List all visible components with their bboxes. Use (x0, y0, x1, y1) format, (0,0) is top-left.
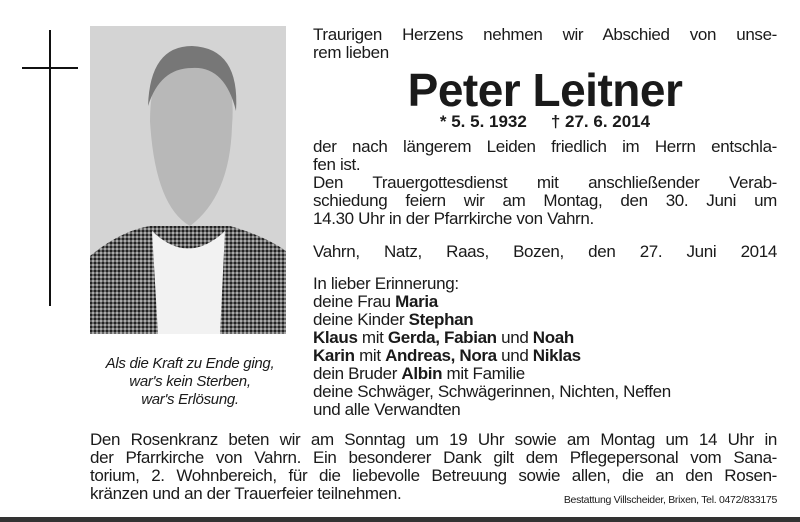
caption-line: war's kein Sterben, (129, 373, 251, 390)
family-text: und (496, 328, 533, 347)
family-name: Maria (395, 292, 438, 311)
death-date: † 27. 6. 2014 (550, 112, 651, 131)
footer-line: der Pfarrkirche von Vahrn. Ein besonderer Dank gilt dem Pflegepersonal vom Sana- (90, 449, 777, 467)
family-line (313, 275, 777, 293)
intro-line: rem lieben (313, 43, 389, 62)
deceased-name: Peter Leitner (407, 64, 683, 116)
family-text: In lieber Erinnerung: (313, 274, 459, 293)
family-name: Andreas, Nora (385, 346, 497, 365)
body-line: schiedung feiern wir am Montag, den 30. Juni um (313, 192, 777, 210)
life-dates (313, 113, 777, 131)
place-date: Vahrn, Natz, Raas, Bozen, den 27. Juni 2014 (313, 243, 777, 261)
family-line (313, 401, 777, 419)
family-name: Klaus (313, 328, 358, 347)
funeral-home-credit: Bestattung Villscheider, Brixen, Tel. 0472/833175 (563, 494, 777, 506)
portrait-photo (90, 26, 286, 334)
family-text: mit (354, 346, 386, 365)
family-text: und (496, 346, 533, 365)
family-text: mit (357, 328, 388, 347)
family-line (313, 293, 777, 311)
family-text: dein Bruder (313, 364, 402, 383)
footer-line: torium, 2. Wohnbereich, für die liebevolle Betreuung sowie allen, die an den Rosen- (90, 467, 777, 485)
caption-line: Als die Kraft zu Ende ging, (105, 355, 275, 372)
birth-date: * 5. 5. 1932 (439, 112, 527, 131)
family-text: deine Kinder (313, 310, 409, 329)
body-line: Den Trauergottesdienst mit anschließender Verab- (313, 174, 777, 192)
family-name: Stephan (408, 310, 474, 329)
caption-line: war's Erlösung. (141, 391, 239, 408)
cross-icon (49, 30, 51, 306)
family-line (313, 329, 777, 347)
footer-line: Den Rosenkranz beten wir am Sonntag um 19 Uhr sowie am Montag um 14 Uhr in (90, 431, 777, 449)
family-name: Noah (532, 328, 574, 347)
body-line: der nach längerem Leiden friedlich im Herrn entschla- (313, 138, 777, 156)
family-name: Gerda, Fabian (387, 328, 497, 347)
body-line: fen ist. (313, 155, 361, 174)
footer-line: kränzen und an der Trauerfeier teilnehmen. (90, 484, 402, 503)
family-name: Albin (401, 364, 443, 383)
family-text: deine Schwäger, Schwägerinnen, Nichten, Neffen (313, 382, 671, 401)
family-text: und alle Verwandten (313, 400, 461, 419)
family-line (313, 311, 777, 329)
family-name: Karin (313, 346, 355, 365)
family-text: mit Familie (442, 364, 525, 383)
family-line (313, 365, 777, 383)
family-name: Niklas (532, 346, 581, 365)
family-line (313, 383, 777, 401)
intro-line: Traurigen Herzens nehmen wir Abschied von unse- (313, 26, 777, 44)
body-line: 14.30 Uhr in der Pfarrkirche von Vahrn. (313, 209, 594, 228)
bottom-border (0, 517, 800, 522)
cross-icon-bar (22, 67, 78, 69)
family-line (313, 347, 777, 365)
family-text: deine Frau (313, 292, 396, 311)
